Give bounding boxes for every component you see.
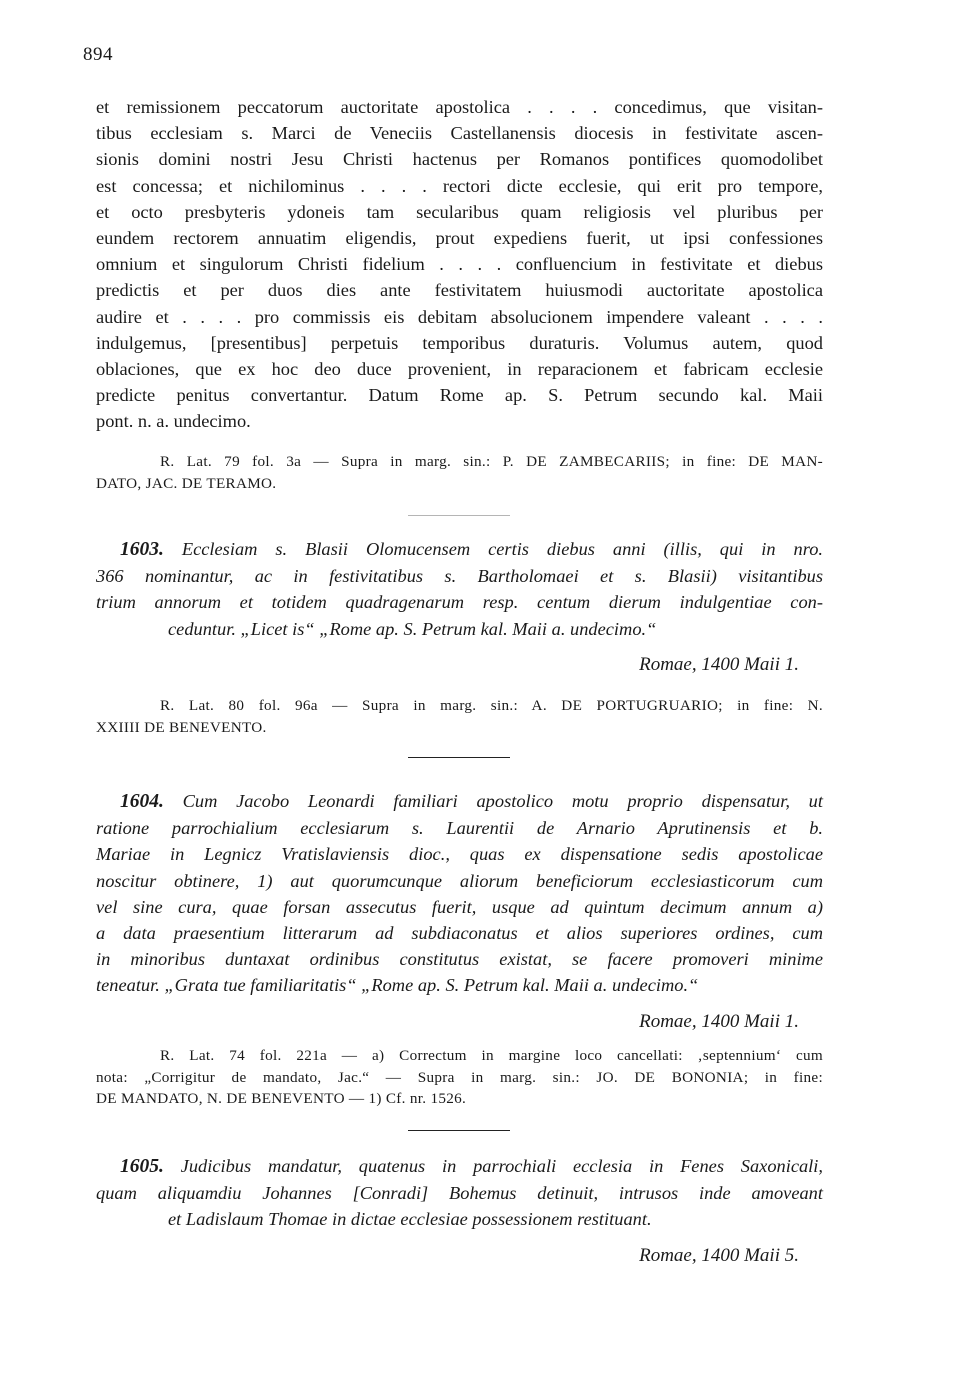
body-line: predictis et per duos dies ante festivitatem huiusmodi auctoritate apostolica bbox=[96, 280, 823, 301]
entry-date: Romae, 1400 Maii 1. bbox=[639, 653, 799, 675]
section-divider bbox=[408, 757, 510, 758]
entry-line: 366 nominantur, ac in festivitatibus s. Bartholomaei et s. Blasii) visitantibus bbox=[96, 566, 823, 587]
entry-line: vel sine cura, quae forsan assecutus fuerit, usque ad quintum decimum annum a) bbox=[96, 896, 823, 917]
body-line: et remissionem peccatorum auctoritate apostolica . . . . concedimus, que visitan- bbox=[96, 97, 823, 117]
body-line: est concessa; et nichilominus . . . . rectori dicte ecclesie, qui erit pro tempore, bbox=[96, 175, 823, 196]
entry-line: trium annorum et totidem quadragenarum resp. centum dierum indulgentiae con- bbox=[96, 592, 823, 613]
note-line: nota: „Corrigitur de mandato, Jac.“ — Supra in marg. sin.: JO. DE BONONIA; in fine: bbox=[96, 1068, 823, 1086]
entry-1603 bbox=[96, 536, 823, 678]
note-line: R. Lat. 80 fol. 96a — Supra in marg. sin.: A. DE PORTUGRUARIO; in fine: N. bbox=[160, 697, 823, 714]
note-line: R. Lat. 74 fol. 221a — a) Correctum in margine loco cancellati: ‚septennium‘ cum bbox=[160, 1047, 823, 1064]
entry-line: ceduntur. „Licet is“ „Rome ap. S. Petrum kal. Maii a. undecimo.“ bbox=[168, 618, 657, 639]
note-line: DATO, JAC. DE TERAMO. bbox=[96, 474, 277, 492]
entry-line: noscitur obtinere, 1) aut quorumcunque aliorum beneficiorum ecclesiasticorum cum bbox=[96, 870, 823, 891]
entry-line bbox=[96, 536, 823, 563]
entry-text: Ecclesiam s. Blasii Olomucensem certis diebus anni (illis, qui in nro. bbox=[181, 539, 823, 559]
source-note-1604 bbox=[96, 1045, 823, 1110]
entry-text: Cum Jacobo Leonardi familiari apostolico motu proprio dispensatur, ut bbox=[182, 791, 823, 811]
entry-line: in minoribus duntaxat ordinibus constitutus existat, se facere promoveri minime bbox=[96, 949, 823, 970]
entry-line: et Ladislaum Thomae in dictae ecclesiae possessionem restituant. bbox=[168, 1209, 652, 1230]
note-line: XXIIII DE BENEVENTO. bbox=[96, 718, 267, 736]
note-line: DE MANDATO, N. DE BENEVENTO — 1) Cf. nr. 1526. bbox=[96, 1090, 467, 1107]
body-line: tibus ecclesiam s. Marci de Veneciis Castellanensis diocesis in festivitate ascen- bbox=[96, 123, 823, 144]
body-line: eundem rectorem annuatim eligendis, prout expediens fuerit, ut ipsi confessiones bbox=[96, 228, 823, 249]
entry-text: Judicibus mandatur, quatenus in parrochiali ecclesia in Fenes Saxonicali, bbox=[180, 1156, 823, 1176]
body-line: pont. n. a. undecimo. bbox=[96, 411, 251, 432]
entry-1602-continuation bbox=[96, 94, 823, 435]
entry-line bbox=[96, 1153, 823, 1180]
body-line: predicte penitus convertantur. Datum Rome ap. S. Petrum secundo kal. Maii bbox=[96, 385, 823, 406]
entry-number: 1603. bbox=[120, 539, 164, 560]
entry-date: Romae, 1400 Maii 5. bbox=[639, 1244, 799, 1266]
body-line: indulgemus, [presentibus] perpetuis temporibus duraturis. Volumus autem, quod bbox=[96, 332, 823, 353]
section-divider bbox=[408, 515, 510, 516]
body-line: et octo presbyteris ydoneis tam secularibus quam religiosis vel pluribus per bbox=[96, 201, 823, 222]
entry-line: quam aliquamdiu Johannes [Conradi] Bohemus detinuit, intrusos inde amoveant bbox=[96, 1183, 823, 1204]
entry-number: 1604. bbox=[120, 791, 164, 812]
body-line: omnium et singulorum Christi fidelium . . . . confluencium in festivitate et diebus bbox=[96, 254, 823, 275]
entry-line bbox=[96, 788, 823, 815]
section-divider bbox=[408, 1130, 510, 1131]
entry-line: a data praesentium litterarum ad subdiaconatus et alios superiores ordines, cum bbox=[96, 923, 823, 944]
source-note-1602 bbox=[96, 451, 823, 494]
page-number: 894 bbox=[83, 44, 113, 65]
entry-1604 bbox=[96, 788, 823, 1035]
body-line: audire et . . . . pro commissis eis debitam absolucionem impendere valeant . . . . bbox=[96, 306, 823, 327]
entry-line: Mariae in Legnicz Vratislaviensis dioc., quas ex dispensatione sedis apostolicae bbox=[96, 844, 823, 865]
entry-1605 bbox=[96, 1153, 823, 1269]
entry-line: ratione parrochialium ecclesiarum s. Laurentii de Arnario Aprutinensis et b. bbox=[96, 818, 823, 839]
note-line: R. Lat. 79 fol. 3a — Supra in marg. sin.: P. DE ZAMBECARIIS; in fine: DE MAN- bbox=[160, 453, 823, 470]
body-line: oblaciones, que ex hoc deo duce provenient, in reparacionem et fabricam ecclesie bbox=[96, 359, 823, 380]
entry-line: teneatur. „Grata tue familiaritatis“ „Rome ap. S. Petrum kal. Maii a. undecimo.“ bbox=[96, 975, 699, 996]
body-line: sionis domini nostri Jesu Christi hactenus per Romanos pontifices quomodolibet bbox=[96, 149, 823, 170]
entry-number: 1605. bbox=[120, 1156, 164, 1177]
source-note-1603 bbox=[96, 695, 823, 738]
entry-date: Romae, 1400 Maii 1. bbox=[639, 1010, 799, 1032]
